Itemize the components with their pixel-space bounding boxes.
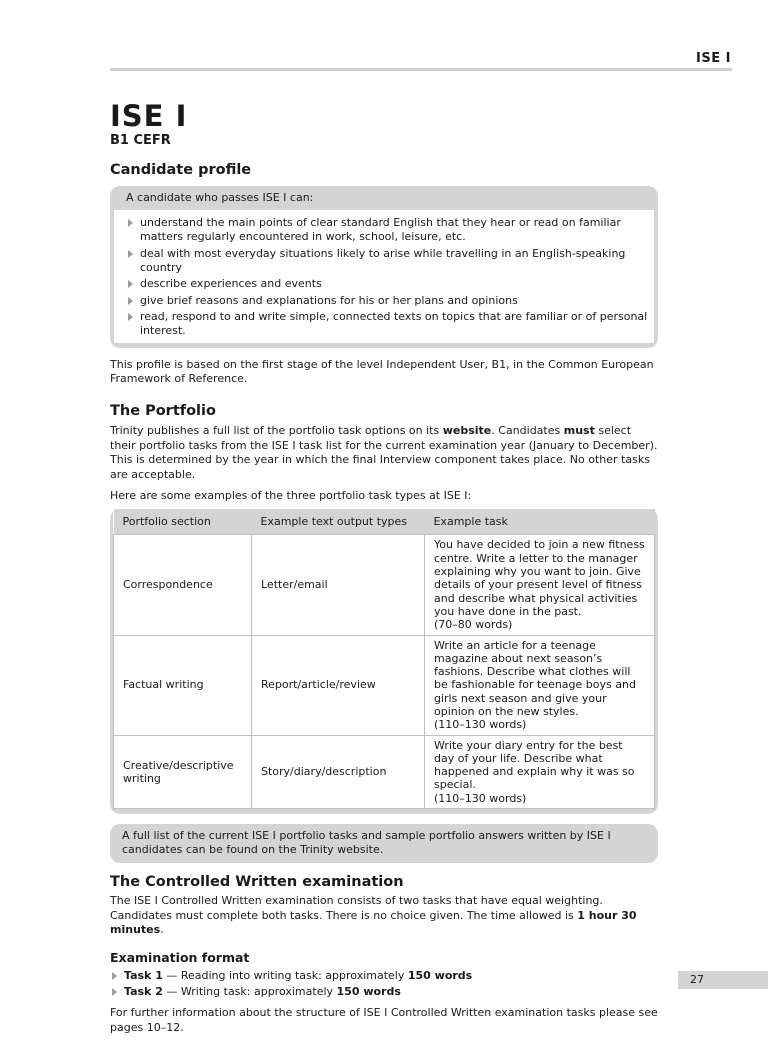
table-row (114, 735, 655, 808)
list-item: Task 2 — Writing task: approximately 150 words (110, 984, 658, 1000)
page-number: 27 (678, 971, 768, 989)
list-item: give brief reasons and explanations for his or her plans and opinions (126, 294, 648, 308)
controlled-written-paragraph: The ISE I Controlled Written examination consists of two tasks that have equal weighting. Candidates must complete both tasks. There is no choice given. The time allowed is 1 hour 30 minutes. (110, 894, 637, 937)
portfolio-heading: The Portfolio (110, 402, 216, 419)
page-title: ISE I (110, 99, 188, 133)
cell-section: Factual writing (114, 635, 252, 735)
table-row (114, 635, 655, 735)
candidate-profile-box (110, 186, 658, 348)
exam-format-list (110, 968, 658, 1000)
portfolio-intro: Here are some examples of the three portfolio task types at ISE I: (110, 488, 472, 502)
table-row (114, 535, 655, 635)
list-item: describe experiences and events (126, 277, 648, 291)
header-rule (110, 68, 732, 71)
cell-task: Write your diary entry for the best day of your life. Describe what happened and explain why it was so special. (110–130 words) (425, 735, 655, 808)
profile-note: This profile is based on the first stage of the level Independent User, B1, in the Common European Framework of Reference. (110, 357, 654, 386)
candidate-profile-box-title: A candidate who passes ISE I can: (126, 191, 314, 204)
further-info: For further information about the structure of ISE I Controlled Written examination tasks please see pages 10–12. (110, 1006, 658, 1034)
candidate-profile-list (126, 216, 648, 338)
running-header: ISE I (696, 51, 731, 66)
list-item: read, respond to and write simple, connected texts on topics that are familiar or of personal interest. (126, 310, 648, 338)
cell-section: Correspondence (114, 535, 252, 635)
table-header: Example task (425, 509, 655, 535)
controlled-written-heading: The Controlled Written examination (110, 874, 404, 891)
table-header: Portfolio section (114, 509, 252, 535)
list-item: deal with most everyday situations likely to arise while travelling in an English-speaking country (126, 247, 648, 275)
portfolio-paragraph: Trinity publishes a full list of the portfolio task options on its website. Candidates must select their portfolio tasks from the ISE I task list for the current examination year (January to December). This is determined by the year in which the final Interview component takes place. No other tasks are acceptable. (110, 423, 658, 482)
cell-section: Creative/descriptive writing (114, 735, 252, 808)
portfolio-table-wrapper (110, 509, 658, 814)
cell-types: Report/article/review (252, 635, 425, 735)
exam-format-heading: Examination format (110, 950, 250, 966)
cell-types: Story/diary/description (252, 735, 425, 808)
portfolio-note: A full list of the current ISE I portfolio tasks and sample portfolio answers written by ISE I candidates can be found on the Trinity website. (110, 824, 658, 863)
list-item: Task 1 — Reading into writing task: approximately 150 words (110, 968, 658, 984)
table-header: Example text output types (252, 509, 425, 535)
website-link[interactable]: website (442, 423, 492, 437)
page-content (110, 98, 658, 1042)
cell-task: You have decided to join a new fitness centre. Write a letter to the manager explaining why you want to join. Give details of your present level of fitness and describe what physical activities you have done in the past. (70–80 words) (425, 535, 655, 635)
cell-types: Letter/email (252, 535, 425, 635)
portfolio-table (113, 509, 655, 809)
page-subtitle: B1 CEFR (110, 133, 171, 148)
candidate-profile-heading: Candidate profile (110, 162, 252, 178)
cell-task: Write an article for a teenage magazine about next season’s fashions. Describe what clothes will be fashionable for teenage boys and girls next season and give your opinion on the new styles. (110–130 words) (425, 635, 655, 735)
list-item: understand the main points of clear standard English that they hear or read on familiar matters regularly encountered in work, school, leisure, etc. (126, 216, 648, 244)
